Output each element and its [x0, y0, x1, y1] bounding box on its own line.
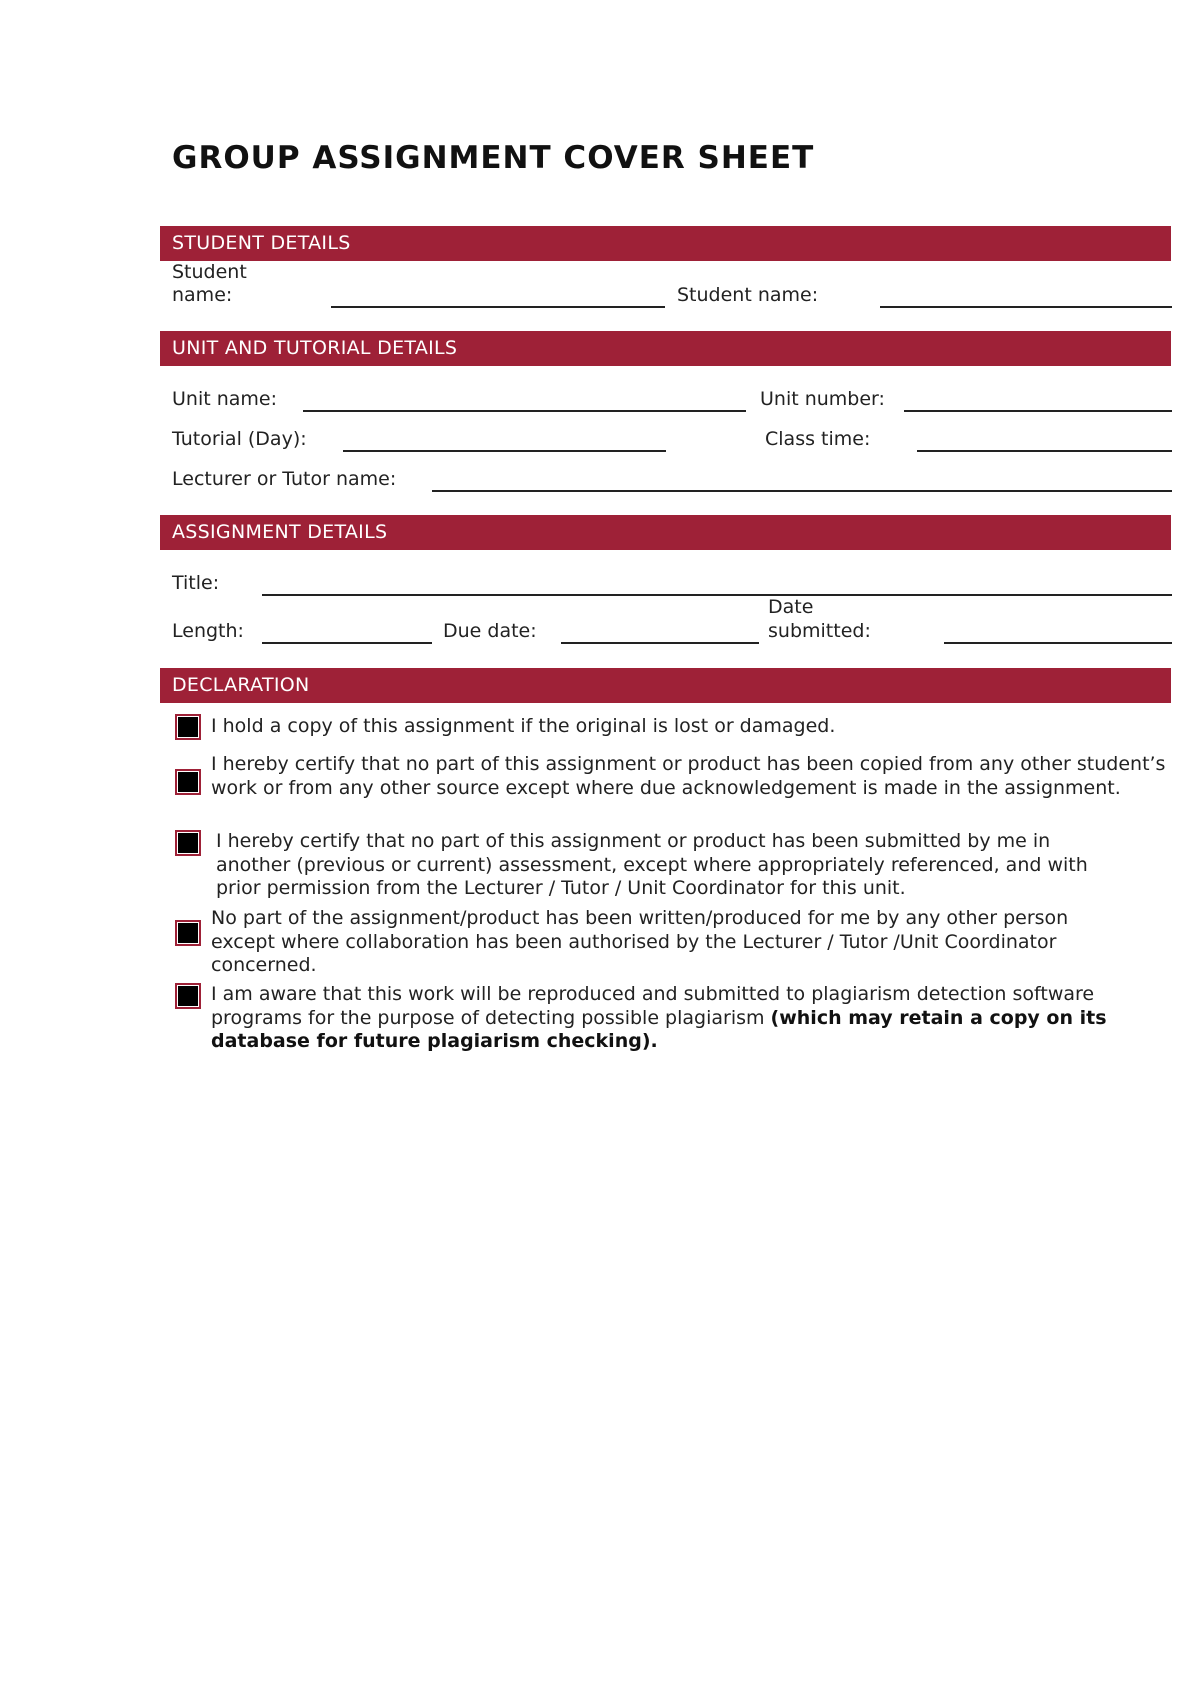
- title-field[interactable]: [262, 594, 1172, 596]
- unit-name-field[interactable]: [303, 410, 746, 412]
- section-header-student-details: STUDENT DETAILS: [160, 226, 1171, 261]
- due-date-label: Due date:: [443, 620, 537, 642]
- class-time-field[interactable]: [917, 450, 1172, 452]
- page-title: GROUP ASSIGNMENT COVER SHEET: [172, 140, 815, 176]
- due-date-field[interactable]: [561, 642, 759, 644]
- lecturer-tutor-name-label: Lecturer or Tutor name:: [172, 468, 397, 490]
- length-field[interactable]: [262, 642, 432, 644]
- title-label: Title:: [172, 572, 220, 594]
- student-name-field-1[interactable]: [331, 306, 665, 308]
- lecturer-tutor-name-field[interactable]: [432, 490, 1172, 492]
- declaration-text-5-normal: I am aware that this work will be reproduced and submitted to plagiarism detection software programs for the purpose of detecting possible plagiarism: [211, 983, 1095, 1029]
- declaration-checkbox-2[interactable]: [178, 772, 198, 792]
- class-time-label: Class time:: [765, 428, 871, 450]
- length-label: Length:: [172, 620, 244, 642]
- section-header-unit-tutorial-details: UNIT AND TUTORIAL DETAILS: [160, 331, 1171, 366]
- declaration-checkbox-1[interactable]: [178, 717, 198, 737]
- declaration-text-2: I hereby certify that no part of this assignment or product has been copied from any other student’s work or from any other source except where due acknowledgement is made in the assignment.: [211, 753, 1166, 799]
- student-name-label-1a: Student: [172, 261, 247, 283]
- declaration-text-4: No part of the assignment/product has been written/produced for me by any other person except where collaboration has been authorised by the Lecturer / Tutor /Unit Coordinator concerned.: [211, 907, 1069, 976]
- date-submitted-label-a: Date: [768, 596, 814, 618]
- unit-number-field[interactable]: [904, 410, 1172, 412]
- declaration-text-3: I hereby certify that no part of this assignment or product has been submitted by me in another (previous or current) assessment, except where appropriately referenced, and with prior permission from the Lecturer / Tutor / Unit Coordinator for this unit.: [216, 830, 1088, 899]
- declaration-checkbox-3[interactable]: [178, 833, 198, 853]
- declaration-text-1: I hold a copy of this assignment if the original is lost or damaged.: [211, 715, 836, 737]
- tutorial-day-label: Tutorial (Day):: [172, 428, 307, 450]
- unit-name-label: Unit name:: [172, 388, 278, 410]
- student-name-label-1b: name:: [172, 284, 233, 306]
- declaration-text-5: [211, 983, 1171, 1054]
- tutorial-day-field[interactable]: [343, 450, 666, 452]
- declaration-checkbox-5[interactable]: [178, 986, 198, 1006]
- declaration-checkbox-4[interactable]: [178, 923, 198, 943]
- section-header-declaration: DECLARATION: [160, 668, 1171, 703]
- unit-number-label: Unit number:: [760, 388, 885, 410]
- date-submitted-field[interactable]: [944, 642, 1172, 644]
- student-name-label-2: Student name:: [677, 284, 819, 306]
- section-header-assignment-details: ASSIGNMENT DETAILS: [160, 515, 1171, 550]
- date-submitted-label-b: submitted:: [768, 620, 871, 642]
- student-name-field-2[interactable]: [880, 306, 1172, 308]
- declaration-text-5-bold: (which may retain a copy on its database for future plagiarism checking).: [211, 1006, 1107, 1052]
